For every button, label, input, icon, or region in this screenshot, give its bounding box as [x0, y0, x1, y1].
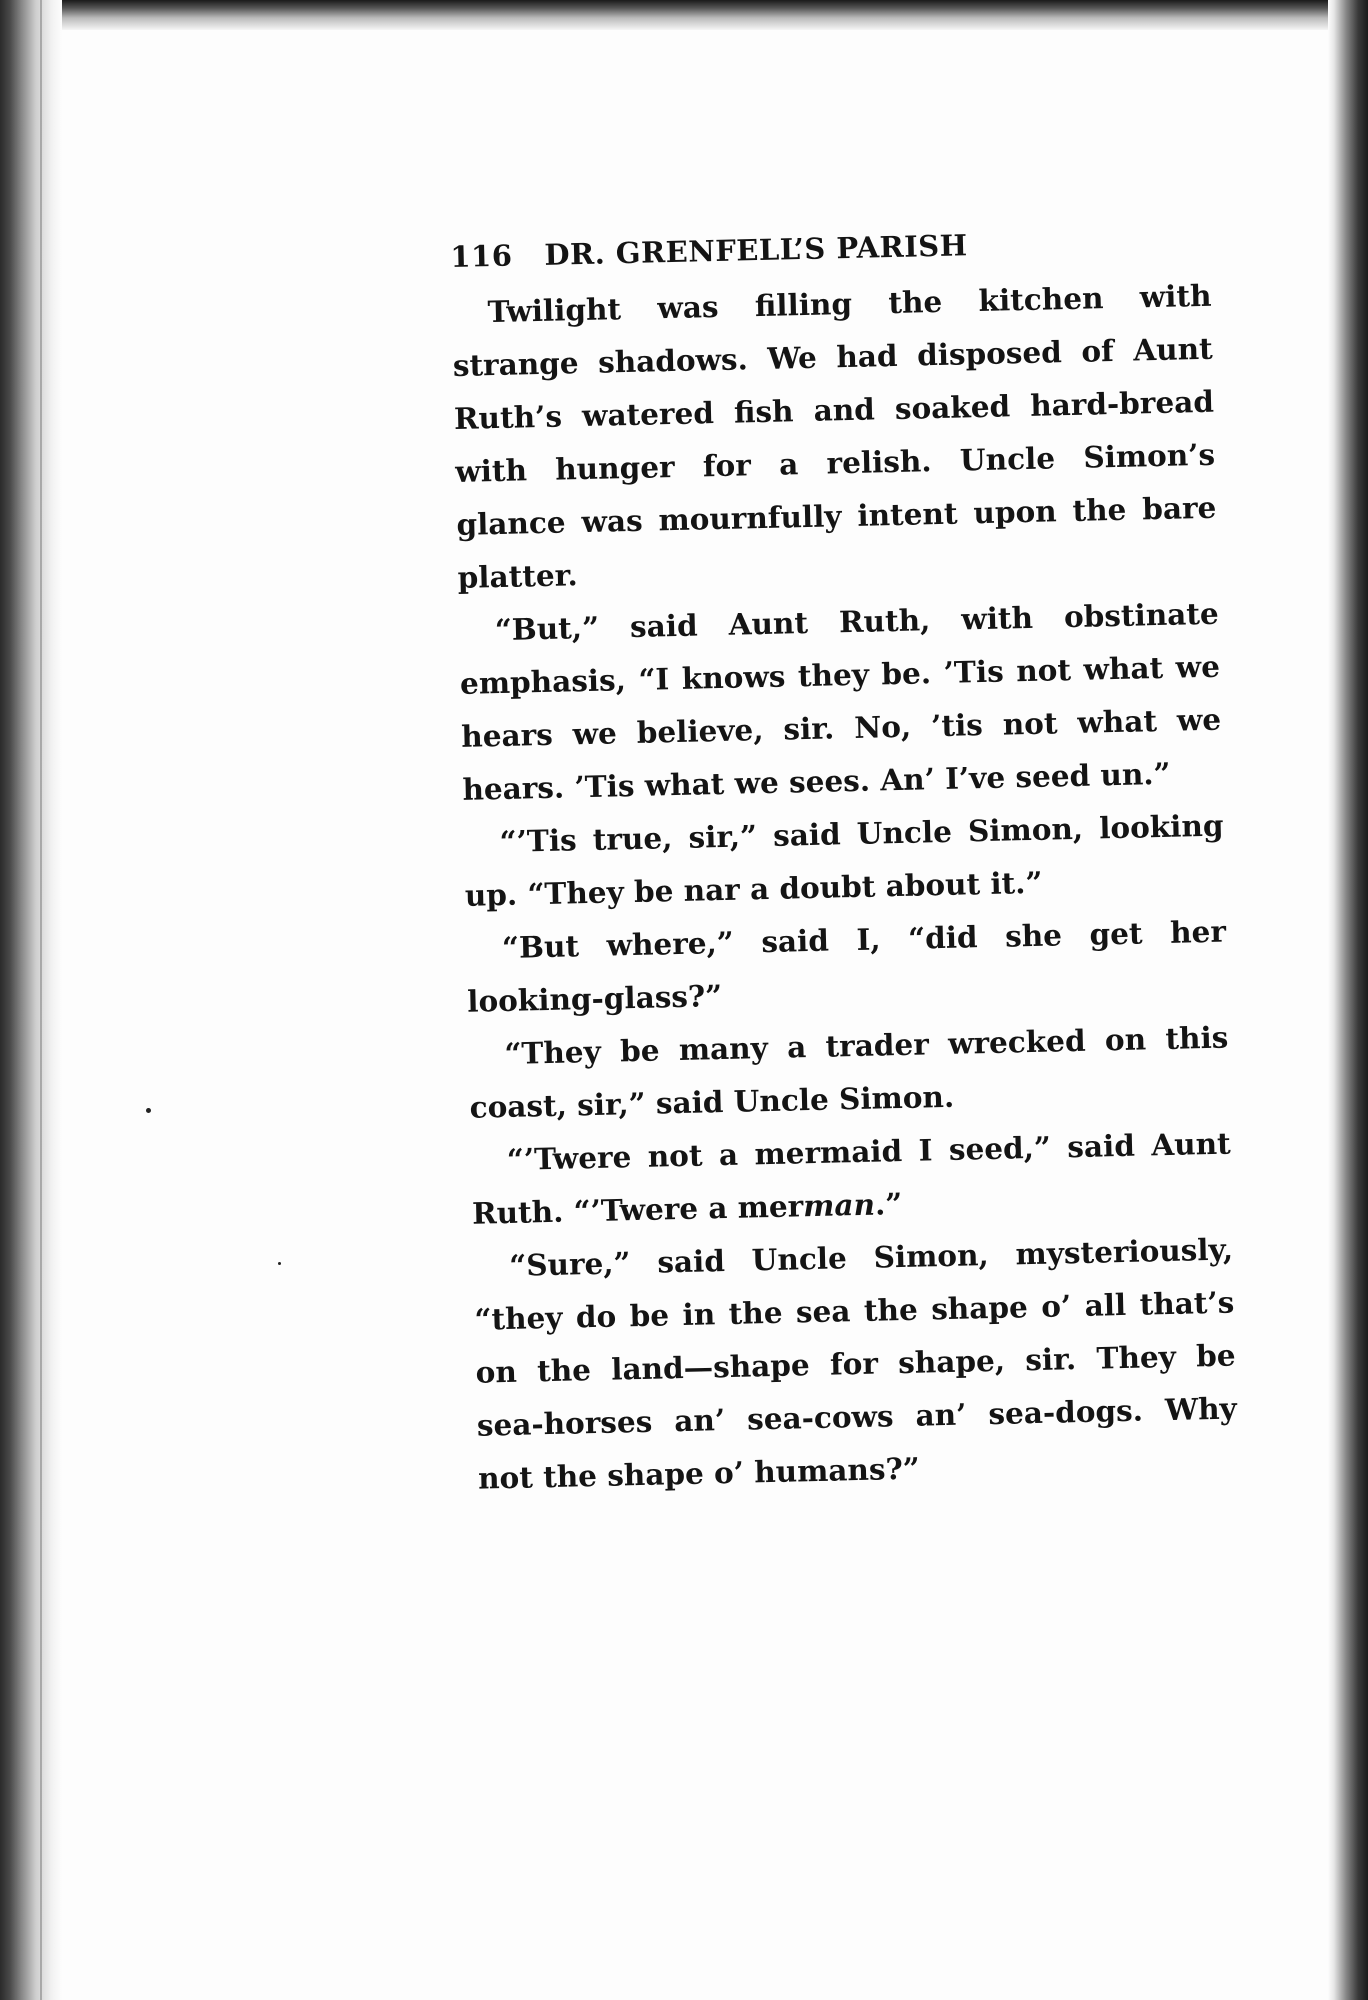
- scan-speck: [146, 1108, 151, 1113]
- book-page: [450, 223, 1239, 1505]
- book-right-edge-shadow: [1328, 0, 1368, 2000]
- book-top-edge-shadow: [0, 0, 1368, 30]
- book-gutter-edge: [0, 0, 62, 2000]
- paragraph-4: “But where,” said I, “did she get her looking-glass?”: [466, 913, 1227, 1019]
- running-title: DR. GRENFELL’S PARISH: [543, 228, 968, 272]
- italic-emphasis: man: [802, 1186, 876, 1224]
- paragraph-6-closing: .”: [874, 1185, 903, 1222]
- paragraph-6-text: “’Twere not a mermaid I seed,” said Aunt Ruth. “’Twere a mer: [471, 1125, 1232, 1231]
- page-number: 116: [450, 238, 513, 274]
- paragraph-5: “They be many a trader wrecked on this coast, sir,” said Uncle Simon.: [469, 1019, 1229, 1125]
- scan-speck: [278, 1262, 281, 1265]
- paragraph-2: “But,” said Aunt Ruth, with obstinate emphasis, “I knows they be. ’Tis not what we hears we believe, sir. No, ’tis not what we hears. ’Tis what we sees. An’ I’ve seed un.”: [459, 595, 1222, 807]
- paragraph-3: “’Tis true, sir,” said Uncle Simon, looking up. “They be nar a doubt about it.”: [464, 807, 1224, 913]
- body-text: [451, 269, 1238, 1505]
- paragraph-6: [470, 1117, 1232, 1240]
- paragraph-7: “Sure,” said Uncle Simon, mysteriously, “they do be in the sea the shape o’ all that’s on the land—shape for shape, sir. They be sea-horses an’ sea-cows an’ sea-dogs. Why not the shape o’ humans?”: [474, 1231, 1238, 1496]
- paragraph-1: Twilight was filling the kitchen with strange shadows. We had disposed of Aunt Ruth’s watered fish and soaked hard-bread with hunger for a relish. Uncle Simon’s glance was mournfully intent upon the bare platter.: [452, 277, 1217, 595]
